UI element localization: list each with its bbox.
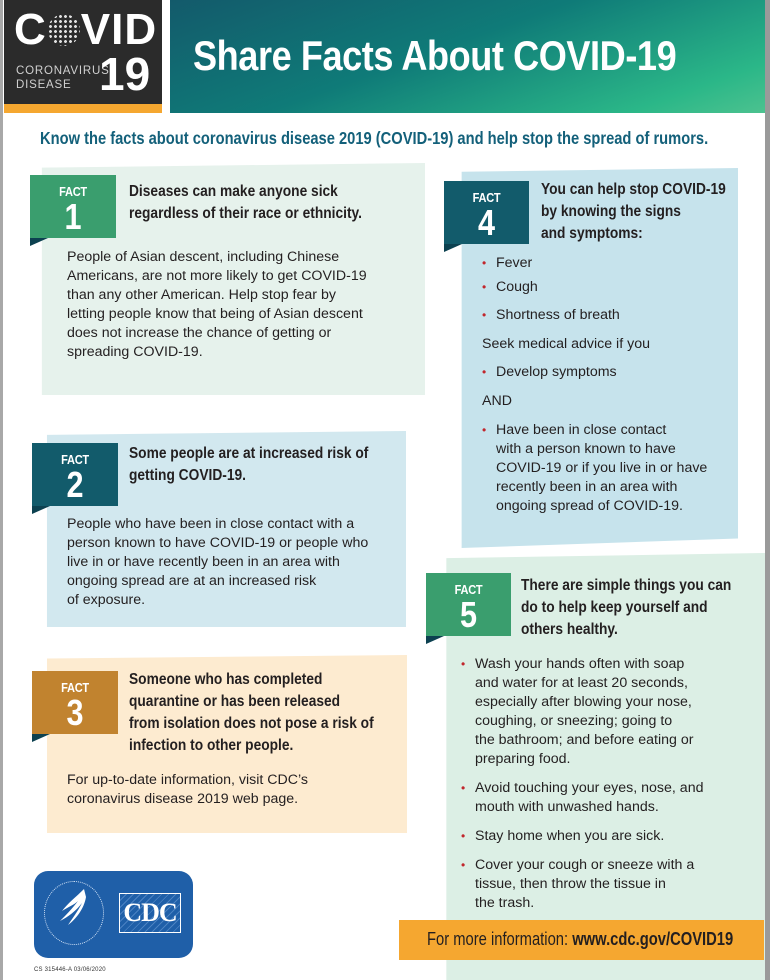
logo-subtitle [16, 64, 110, 92]
list-item: • Shortness of breath [482, 306, 707, 325]
virus-icon [48, 14, 80, 46]
list-item-line: • Cover your cough or sneeze with a [475, 857, 695, 873]
fact-number: 2 [66, 464, 84, 505]
list-item-line: especially after blowing your nose, [475, 694, 692, 710]
headline-line: others healthy. [521, 621, 618, 638]
hhs-cdc-logo [34, 871, 193, 958]
fact-card-1 [30, 163, 425, 395]
list-item-line: with a person known to have [496, 441, 676, 457]
body-line: than any other American. Help stop fear by [67, 287, 336, 303]
fact-badge [32, 671, 118, 734]
more-info-banner [399, 920, 764, 960]
fact-headline [129, 443, 368, 487]
more-info-label: For more information: [427, 929, 573, 949]
body-line: live in or have recently been in an area with [67, 554, 340, 570]
fact-body [67, 248, 367, 362]
eagle-icon-svg [54, 885, 94, 929]
body-line: ongoing spread are at an increased risk [67, 573, 317, 589]
covid19-logo [4, 0, 162, 113]
headline-line: and symptoms: [541, 225, 643, 242]
body-line: coronavirus disease 2019 web page. [67, 791, 299, 807]
body-line: For up-to-date information, visit CDC’s [67, 772, 309, 788]
prevention-tips-list [461, 655, 703, 913]
fact-badge [32, 443, 118, 506]
list-item-line: ongoing spread of COVID-19. [496, 498, 683, 514]
logo-subtitle-line2: DISEASE [16, 79, 72, 91]
headline-line: getting COVID-19. [129, 467, 246, 484]
logo-wordmark [14, 6, 157, 54]
list-item [461, 655, 703, 769]
seek-advice-text: Seek medical advice if you [482, 336, 650, 352]
fact-label: FACT [59, 184, 87, 199]
fact-headline [521, 575, 731, 641]
fact-badge [444, 181, 529, 244]
list-item-line: coughing, or sneezing; going to [475, 713, 673, 729]
badge-fold [32, 506, 50, 514]
body-line: spreading COVID-19. [67, 344, 203, 360]
headline-line: do to help keep yourself and [521, 599, 708, 616]
fact-headline [541, 179, 726, 245]
fact-label: FACT [61, 680, 89, 695]
body-line: person known to have COVID-19 or people who [67, 535, 369, 551]
list-item-line: recently been in an area with [496, 479, 678, 495]
fact-headline [129, 669, 374, 757]
logo-accent-bar [4, 104, 162, 113]
headline-line: There are simple things you can [521, 577, 732, 594]
and-text: AND [482, 393, 512, 409]
list-item [461, 779, 703, 817]
fact-label: FACT [454, 582, 483, 597]
list-item-line: • Have been in close contact [496, 422, 667, 438]
fact-label: FACT [61, 452, 89, 467]
document-id: CS 315446-A 03/06/2020 [34, 967, 106, 973]
logo-number: 19 [99, 48, 151, 100]
body-line: letting people know that being of Asian descent [67, 306, 363, 322]
headline-line: regardless of their race or ethnicity. [129, 205, 362, 222]
cdc-logo-text: CDC [123, 898, 177, 927]
list-item [482, 421, 707, 516]
headline-line: Someone who has completed [129, 671, 323, 688]
list-item-line: and water for at least 20 seconds, [475, 675, 688, 691]
fact-card-3 [32, 655, 407, 833]
list-item-line: • Wash your hands often with soap [475, 656, 685, 672]
eagle-icon [54, 885, 94, 936]
header-banner [170, 0, 765, 113]
headline-line: Diseases can make anyone sick [129, 183, 338, 200]
fact-number: 4 [477, 202, 496, 243]
list-item-line: COVID-19 or if you live in or have [496, 460, 708, 476]
body-line: of exposure. [67, 592, 146, 608]
page-title: Share Facts About COVID-19 [193, 32, 677, 79]
badge-fold [32, 734, 50, 742]
fact-badge [30, 175, 116, 238]
list-item-line: the bathroom; and before eating or [475, 732, 694, 748]
body-line: People of Asian descent, including Chinese [67, 249, 340, 265]
fact-headline [129, 181, 362, 225]
cdc-logo-box [119, 893, 181, 933]
list-item-line: tissue, then throw the tissue in [475, 876, 666, 892]
fact-label: FACT [472, 190, 501, 205]
headline-line: quarantine or has been released [129, 693, 341, 710]
logo-subtitle-line1: CORONAVIRUS [16, 65, 110, 77]
list-item-line: the trash. [475, 895, 535, 911]
headline-line: Some people are at increased risk of [129, 445, 369, 462]
fact-card-4 [444, 168, 738, 548]
logo-letter-c: C [14, 5, 47, 54]
fact-body [67, 771, 308, 809]
headline-line: by knowing the signs [541, 203, 681, 220]
headline-line: You can help stop COVID-19 [541, 181, 726, 198]
fact-number: 3 [66, 692, 84, 733]
body-line: does not increase the chance of getting or [67, 325, 332, 341]
symptom-list [482, 254, 707, 516]
list-item-line: • Avoid touching your eyes, nose, and [475, 780, 704, 796]
body-line: People who have been in close contact with a [67, 516, 355, 532]
list-item [461, 856, 703, 913]
fact-body [67, 515, 368, 610]
body-line: Americans, are not more likely to get COVID-19 [67, 268, 367, 284]
badge-fold [444, 244, 462, 252]
more-info-text [427, 929, 733, 950]
page-border-right [765, 0, 770, 980]
page-subtitle: Know the facts about coronavirus disease 2019 (COVID-19) and help stop the spread of rumors. [40, 128, 709, 148]
page-border-left [0, 0, 3, 980]
list-item-line: • Stay home when you are sick. [475, 828, 665, 844]
list-item: • Cough [482, 278, 707, 297]
list-item: • Develop symptoms [482, 363, 707, 382]
logo-letters-vid: VID [80, 5, 158, 54]
headline-line: from isolation does not pose a risk of [129, 715, 374, 732]
list-item-line: mouth with unwashed hands. [475, 799, 659, 815]
fact-badge [426, 573, 511, 636]
list-item [461, 827, 703, 846]
list-item: • Fever [482, 254, 707, 273]
list-item-line: preparing food. [475, 751, 571, 767]
headline-line: infection to other people. [129, 737, 294, 754]
badge-fold [426, 636, 444, 644]
fact-number: 5 [459, 594, 478, 635]
fact-number: 1 [64, 196, 82, 237]
cdc-website-link[interactable]: www.cdc.gov/COVID19 [572, 929, 734, 949]
badge-fold [30, 238, 48, 246]
fact-card-2 [32, 431, 406, 627]
fact-card-5 [426, 553, 765, 980]
